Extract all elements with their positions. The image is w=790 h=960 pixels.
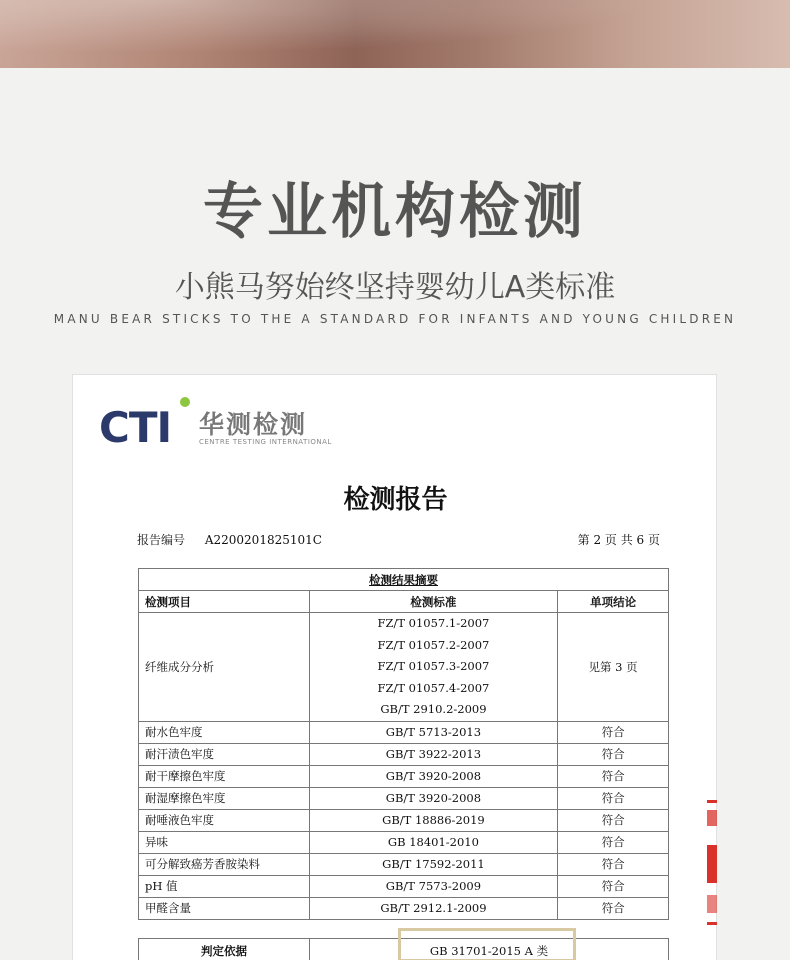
test-report-document [72,374,717,960]
row-standard: FZ/T 01057.1-2007 [377,616,490,630]
summary-table [138,568,669,920]
row-item: 耐干摩擦色牢度 [139,765,310,787]
row-item: 耐唾液色牢度 [139,809,310,831]
row-standard: GB 18401-2010 [309,831,558,853]
row-result: 符合 [558,765,669,787]
row-standard: GB/T 5713-2013 [309,721,558,743]
row-item: 异味 [139,831,310,853]
table-row [139,853,669,875]
row-standard: GB/T 18886-2019 [309,809,558,831]
page-info: 第 2 页 共 6 页 [577,533,660,547]
row-result: 符合 [558,853,669,875]
report-number [137,531,322,548]
row-item: 耐水色牢度 [139,721,310,743]
row-result: 符合 [558,809,669,831]
row-result: 符合 [558,831,669,853]
header-standard: 检测标准 [309,591,558,613]
row-item: 甲醛含量 [139,897,310,919]
table-row [139,809,669,831]
row-standard: GB/T 7573-2009 [309,875,558,897]
basis-value: GB 31701-2015 A 类 [310,939,669,960]
logo-name-en: CENTRE TESTING INTERNATIONAL [199,438,332,446]
hero-photo [0,0,790,68]
section-subtitle: 小熊马努始终坚持婴幼儿A类标准 [174,270,616,305]
row-item: 耐汗渍色牢度 [139,743,310,765]
table-header-row [139,591,669,613]
basis-label: 判定依据 [139,939,310,960]
report-heading: 检测报告 [343,485,448,515]
table-row [139,897,669,919]
row-standard: GB/T 2910.2-2009 [380,702,487,716]
logo-dot-icon [180,397,190,407]
row-standard-list [309,613,558,722]
table-row [139,721,669,743]
row-result: 符合 [558,897,669,919]
report-number-label: 报告编号 [137,533,186,547]
row-standard: GB/T 2912.1-2009 [309,897,558,919]
row-standard: FZ/T 01057.2-2007 [377,637,490,652]
row-result: 符合 [558,721,669,743]
cti-logo [99,397,332,452]
row-item: 耐湿摩擦色牢度 [139,787,310,809]
row-result: 符合 [558,743,669,765]
summary-caption: 检测结果摘要 [139,569,669,591]
basis-highlight-box [398,928,576,960]
red-stamp-edge [707,800,717,925]
table-row [139,787,669,809]
table-row [139,613,669,722]
section-subtitle-en: MANU BEAR STICKS TO THE A STANDARD FOR INFANTS AND YOUNG CHILDREN [53,312,737,326]
table-row [139,743,669,765]
row-result: 符合 [558,787,669,809]
logo-brand: CTI [99,403,172,452]
row-item: pH 值 [139,875,310,897]
logo-name-cn: 华测检测 [199,410,308,439]
row-standard: GB/T 3922-2013 [309,743,558,765]
table-row [139,765,669,787]
row-standard: GB/T 17592-2011 [309,853,558,875]
row-result: 见第 3 页 [558,613,669,722]
row-standard: FZ/T 01057.3-2007 [377,659,490,673]
table-row [139,831,669,853]
header-result: 单项结论 [558,591,669,613]
row-result: 符合 [558,875,669,897]
table-row [139,875,669,897]
section-title: 专业机构检测 [203,177,587,247]
row-standard: FZ/T 01057.4-2007 [377,680,490,695]
report-number-value: A2200201825101C [204,533,322,547]
row-standard: GB/T 3920-2008 [309,787,558,809]
header-item: 检测项目 [139,591,310,613]
row-standard: GB/T 3920-2008 [309,765,558,787]
row-item: 纤维成分分析 [139,613,310,722]
row-item: 可分解致癌芳香胺染料 [139,853,310,875]
